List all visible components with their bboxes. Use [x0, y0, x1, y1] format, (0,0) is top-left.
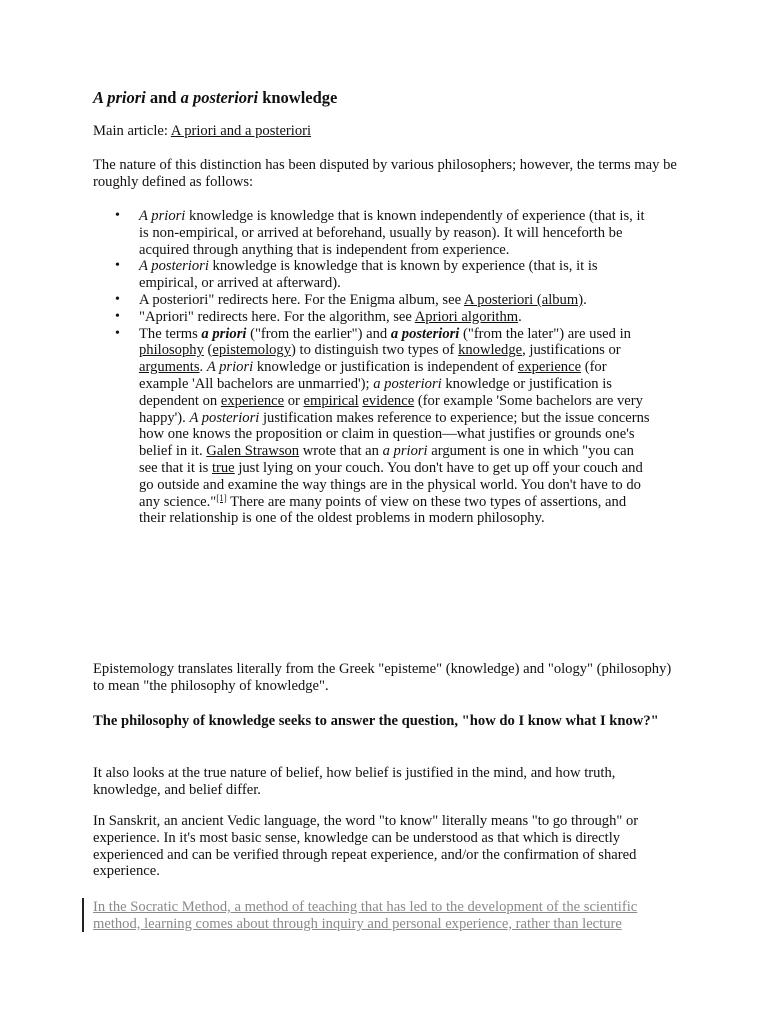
galen-strawson-link[interactable]: Galen Strawson — [206, 443, 300, 460]
algorithm-link[interactable]: Apriori algorithm — [414, 308, 519, 325]
epistemology-link[interactable]: epistemology — [212, 342, 292, 359]
arguments-link[interactable]: arguments — [139, 359, 200, 376]
experience-link[interactable]: experience — [220, 392, 285, 409]
knowledge-link[interactable]: knowledge — [458, 342, 523, 359]
list-item: • A posteriori knowledge is knowledge that is known by experience (that is, it is empirical, or arrived at afterward). — [93, 258, 654, 292]
experience-link[interactable]: experience — [517, 359, 582, 376]
belief-paragraph: It also looks at the true nature of belief, how belief is justified in the mind, and how truth, knowledge, and belief differ. — [93, 765, 616, 798]
intro-paragraph: The nature of this distinction has been disputed by various philosophers; however, the terms may be roughly defined as follows: — [93, 157, 677, 190]
main-article-note: Main article: A priori and a posteriori — [93, 123, 312, 139]
text-cursor-bar — [82, 898, 84, 932]
question-paragraph: The philosophy of knowledge seeks to answer the question, "how do I know what I know?" — [93, 713, 659, 729]
section-heading: A priori and a posteriori knowledge — [93, 88, 338, 107]
definition-list — [93, 208, 683, 527]
epistemology-paragraph: Epistemology translates literally from the Greek "episteme" (knowledge) and "ology" (philosophy) to mean "the philosophy of knowledge". — [93, 661, 672, 694]
citation-link[interactable]: [1] — [216, 492, 227, 503]
main-article-link[interactable]: A priori and a posteriori — [170, 123, 312, 139]
album-link[interactable]: A posteriori (album) — [463, 291, 584, 308]
sanskrit-paragraph: In Sanskrit, an ancient Vedic language, the word "to know" literally means "to go through" or experience. In it's most basic sense, knowledge can be understood as that which is directly experienced and can be verified through repeat experience, and/or the confirmation of shared experience. — [93, 813, 639, 880]
list-item: • A posteriori" redirects here. For the Enigma album, see A posteriori (album). — [93, 292, 654, 309]
list-item: • A priori knowledge is knowledge that is known independently of experience (that is, it is non-empirical, or arrived at beforehand, usually by reason). It will henceforth be acquired through anything that is independent from experience. — [93, 208, 654, 258]
socratic-paragraph — [93, 899, 678, 933]
list-item: • The terms a priori ("from the earlier") and a posteriori ("from the later") are used in philosophy (epistemology) to distinguish two types of knowledge, justifications or arguments. A priori knowledge or justification is independent of experience (for example 'All bachelors are unmarried'); a posteriori knowledge or justification is dependent on experience or empirical evidence (for example 'Some bachelors are very happy'). A posteriori justification makes reference to experience; but the issue concerns how one knows the proposition or claim in question—what justifies or grounds one's belief in it. Galen Strawson wrote that an a priori argument is one in which "you can see that it is true just lying on your couch. You don't have to get up off your couch and go outside and examine the way things are in the physical world. You don't have to do any science."[1] There are many points of view on these two types of assertions, and their relationship is one of the oldest problems in modern philosophy. — [93, 326, 654, 528]
philosophy-link[interactable]: philosophy — [139, 342, 204, 359]
evidence-link[interactable]: evidence — [362, 392, 415, 409]
true-link[interactable]: true — [211, 459, 235, 476]
list-item: • "Apriori" redirects here. For the algorithm, see Apriori algorithm. — [93, 309, 654, 326]
empirical-link[interactable]: empirical — [303, 392, 359, 409]
socratic-method-link[interactable]: In the Socratic Method, a method of teaching that has led to the development of the scientific method, learning comes about through inquiry and personal experience, rather than lecture — [93, 899, 638, 932]
